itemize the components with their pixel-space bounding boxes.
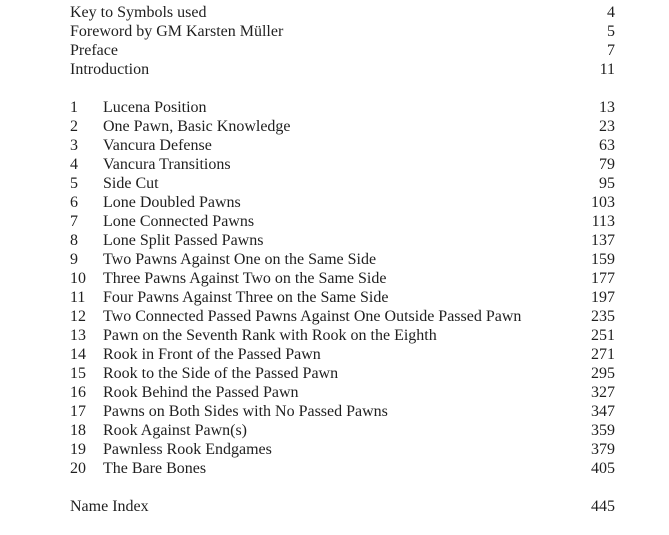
chapter-number: 12 [70,308,86,325]
entry-title: Rook Against Pawn(s) [103,422,247,439]
toc-entry-chapter-8 [70,231,615,250]
entry-page-number: 445 [591,498,615,515]
toc-entry-chapter-5 [70,174,615,193]
chapter-number: 16 [70,384,86,401]
entry-page-number: 197 [591,289,615,306]
entry-title: Key to Symbols used [70,4,207,21]
chapter-number: 3 [70,137,78,154]
entry-page-number: 235 [591,308,615,325]
entry-page-number: 271 [591,346,615,363]
toc-entry-key-to-symbols [70,3,615,22]
entry-page-number: 113 [591,213,615,230]
toc-entry-chapter-16 [70,383,615,402]
chapter-number: 6 [70,194,78,211]
toc-entry-chapter-10 [70,269,615,288]
toc-entry-chapter-9 [70,250,615,269]
chapter-number: 10 [70,270,86,287]
chapter-number: 4 [70,156,78,173]
chapter-number: 19 [70,441,86,458]
chapter-number: 9 [70,251,78,268]
toc-entry-name-index [70,497,615,516]
entry-title: Lone Connected Pawns [103,213,255,230]
toc-entry-preface [70,41,615,60]
entry-title: Rook Behind the Passed Pawn [103,384,299,401]
toc-entry-chapter-13 [70,326,615,345]
toc-entry-chapter-15 [70,364,615,383]
chapter-number: 5 [70,175,78,192]
chapter-number: 20 [70,460,86,477]
entry-title: Rook in Front of the Passed Pawn [103,346,321,363]
entry-title: Foreword by GM Karsten Müller [70,23,284,40]
entry-page-number: 137 [591,232,615,249]
entry-title: Preface [70,42,118,59]
toc-entry-chapter-20 [70,459,615,478]
toc-entry-chapter-12 [70,307,615,326]
chapter-number: 7 [70,213,78,230]
entry-page-number: 7 [607,42,615,59]
entry-title: The Bare Bones [103,460,207,477]
entry-page-number: 23 [599,118,615,135]
entry-page-number: 295 [591,365,615,382]
chapter-number: 8 [70,232,78,249]
toc-entry-chapter-19 [70,440,615,459]
entry-title: One Pawn, Basic Knowledge [103,118,291,135]
toc-entry-chapter-3 [70,136,615,155]
toc-entry-chapter-2 [70,117,615,136]
chapter-number: 15 [70,365,86,382]
toc-entry-foreword [70,22,615,41]
entry-page-number: 103 [591,194,615,211]
toc-entry-introduction [70,60,615,79]
entry-page-number: 63 [599,137,615,154]
entry-title: Pawns on Both Sides with No Passed Pawns [103,403,388,420]
entry-page-number: 327 [591,384,615,401]
entry-page-number: 11 [599,61,615,78]
chapter-number: 13 [70,327,86,344]
chapter-number: 18 [70,422,86,439]
toc-entry-chapter-11 [70,288,615,307]
toc-entry-chapter-14 [70,345,615,364]
toc-entry-chapter-18 [70,421,615,440]
entry-page-number: 347 [591,403,615,420]
entry-title: Pawn on the Seventh Rank with Rook on the Eighth [103,327,437,344]
entry-title: Rook to the Side of the Passed Pawn [103,365,339,382]
entry-title: Three Pawns Against Two on the Same Side [103,270,387,287]
toc-entry-chapter-6 [70,193,615,212]
chapter-number: 2 [70,118,78,135]
chapter-number: 1 [70,99,78,116]
toc-entry-chapter-1 [70,98,615,117]
entry-page-number: 405 [591,460,615,477]
entry-page-number: 79 [599,156,615,173]
entry-title: Lone Split Passed Pawns [103,232,264,249]
entry-title: Two Connected Passed Pawns Against One Outside Passed Pawn [103,308,522,325]
entry-page-number: 95 [599,175,615,192]
chapter-number: 11 [70,289,86,306]
entry-page-number: 379 [591,441,615,458]
entry-title: Vancura Transitions [103,156,231,173]
chapter-number: 17 [70,403,86,420]
section-divider-gap [70,79,615,98]
entry-page-number: 359 [591,422,615,439]
entry-title: Two Pawns Against One on the Same Side [103,251,377,268]
toc-entry-chapter-4 [70,155,615,174]
entry-title: Vancura Defense [103,137,212,154]
entry-page-number: 159 [591,251,615,268]
section-divider-gap [70,478,615,497]
toc-entry-chapter-7 [70,212,615,231]
entry-page-number: 13 [599,99,615,116]
entry-title: Side Cut [103,175,159,192]
entry-page-number: 251 [591,327,615,344]
entry-page-number: 177 [591,270,615,287]
chapter-number: 14 [70,346,86,363]
entry-title: Name Index [70,498,149,515]
entry-title: Four Pawns Against Three on the Same Side [103,289,389,306]
entry-page-number: 4 [607,4,615,21]
entry-title: Pawnless Rook Endgames [103,441,272,458]
toc-entry-chapter-17 [70,402,615,421]
entry-page-number: 5 [607,23,615,40]
entry-title: Lucena Position [103,99,207,116]
entry-title: Introduction [70,61,150,78]
entry-title: Lone Doubled Pawns [103,194,241,211]
